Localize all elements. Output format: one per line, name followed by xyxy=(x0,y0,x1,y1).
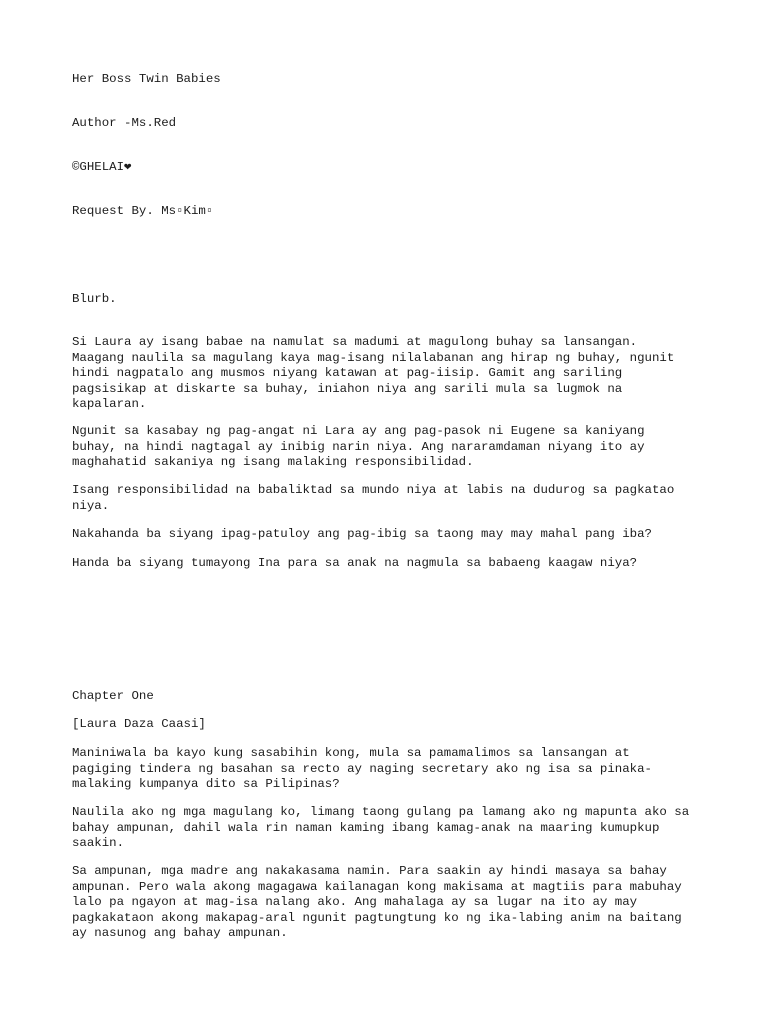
chapter-pov: [Laura Daza Caasi] xyxy=(72,717,206,731)
blurb-paragraph: Ngunit sa kasabay ng pag-angat ni Lara ay ang pag-pasok ni Eugene sa kaniyang buhay, na hindi nagtagal ay inibig narin niya. Ang nararamdaman niyang ito ay maghahatid sakaniya ng isang malaking responsibilidad. xyxy=(72,424,645,469)
chapter-paragraph: Sa ampunan, mga madre ang nakakasama namin. Para saakin ay hindi masaya sa bahay ampunan. Pero wala akong magagawa kailanagan kong makisama at magtiis para mabuhay lalo pa ngayon at mag-isa nalang ako. Ang mahalaga ay sa lugar na ito ay may pagkakataon akong makapag-aral ngunit pagtungtung ko ng ika-labing anim na baitang ay nasunog ang bahay ampunan. xyxy=(72,864,682,940)
author-line: Author -Ms.Red xyxy=(72,116,177,130)
chapter-heading: Chapter One xyxy=(72,689,154,703)
blurb-paragraph: Si Laura ay isang babae na namulat sa madumi at magulong buhay sa lansangan. Maagang naulila sa magulang kaya mag-isang nilalabanan ang hirap ng buhay, ngunit hindi nagpatalo ang musmos niyang katawan at pag-iisip. Gamit ang sariling pagsisikap at diskarte sa buhay, iniahon niya ang sarili mula sa lugmok na kapalaran. xyxy=(72,335,675,411)
blurb-paragraph: Nakahanda ba siyang ipag-patuloy ang pag-ibig sa taong may may mahal pang iba? xyxy=(72,527,652,541)
blurb-paragraph: Handa ba siyang tumayong Ina para sa anak na nagmula sa babaeng kaagaw niya? xyxy=(72,556,638,570)
document-title: Her Boss Twin Babies xyxy=(72,72,221,86)
credit-line: ©GHELAI❤ xyxy=(72,160,132,174)
chapter-paragraph: Naulila ako ng mga magulang ko, limang taong gulang pa lamang ako ng mapunta ako sa bahay ampunan, dahil wala rin naman kaming ibang kamag-anak na maaring kumupkup saakin. xyxy=(72,805,690,850)
request-line: Request By. Ms▫Kim▫ xyxy=(72,204,214,218)
blurb-heading: Blurb. xyxy=(72,292,117,306)
blurb-paragraph: Isang responsibilidad na babaliktad sa mundo niya at labis na dudurog sa pagkatao niya. xyxy=(72,483,675,513)
chapter-paragraph: Maniniwala ba kayo kung sasabihin kong, mula sa pamamalimos sa lansangan at pagiging tindera ng basahan sa recto ay naging secretary ako ng isa sa pinaka- malaking kumpanya dito sa Pilipinas? xyxy=(72,746,652,791)
